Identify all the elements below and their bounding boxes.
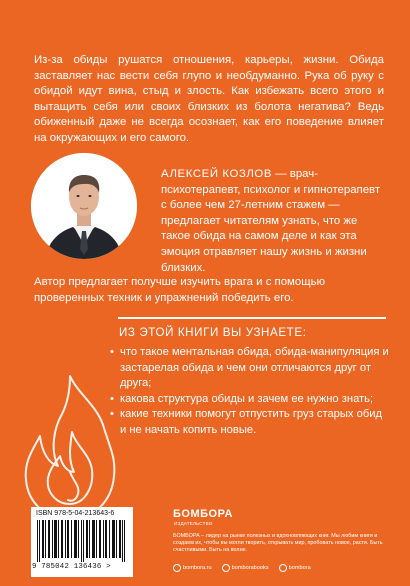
social-label: bomborabooks xyxy=(231,565,269,571)
author-name: АЛЕКСЕЙ КОЗЛОВ xyxy=(161,168,273,180)
learn-item: • какова структура обиды и зачем ее нужно знать; xyxy=(110,392,390,408)
barcode-digits: 9 785042 136436 > xyxy=(32,563,111,571)
social-icon xyxy=(279,564,287,572)
social-links xyxy=(173,564,311,572)
publisher-description: БОМБОРА – лидер на рынке полезных и вдохновляющих книг. Мы любим книги и создаем их, чтобы вы могли творить, открывать мир, пробовать новое, расти. Быть счастливыми. Быть на волне. xyxy=(173,533,383,553)
social-item[interactable] xyxy=(279,564,311,572)
learn-item: • что такое ментальная обида, обида-манипуляция и застарелая обида и чем они отличаются друг от друга; xyxy=(110,345,390,392)
author-bio: — врач-психотерапевт, психолог и гипнотерапевт с более чем 27-летним стажем — предлагает читателям узнать, что же такое обида на самом деле и как эта эмоция отравляет нашу жизнь и жизни близких. xyxy=(161,168,381,274)
offer-paragraph: Автор предлагает получше изучить врага и с помощью проверенных техник и упражнений победить его. xyxy=(34,276,326,304)
learn-heading: ИЗ ЭТОЙ КНИГИ ВЫ УЗНАЕТЕ: xyxy=(119,326,307,339)
author-photo xyxy=(31,153,137,259)
learn-list xyxy=(110,345,390,439)
social-item[interactable] xyxy=(222,564,269,572)
barcode-icon xyxy=(37,520,127,562)
social-label: bombora xyxy=(288,565,311,571)
globe-icon xyxy=(173,564,181,572)
learn-item: • какие техники помогут отпустить груз старых обид и не начать копить новые. xyxy=(110,407,390,438)
flame-icon xyxy=(20,372,122,524)
social-icon xyxy=(222,564,230,572)
author-description xyxy=(161,167,385,276)
intro-paragraph: Из-за обиды рушатся отношения, карьеры, жизни. Обида заставляет нас вести себя глупо и необдуманно. Рука об руку с обидой идут вина, стыд и злость. Как избежать всего этого и вытащить себя или своих близких из болота негатива? Ведь обиженный даже не всегда осознает, как его поведение влияет на окружающих и его самого. xyxy=(34,54,384,144)
social-label: bombora.ru xyxy=(183,565,212,571)
publisher-logo: БОМБОРА xyxy=(173,508,233,520)
isbn-label: ISBN 978-5-04-213643-6 xyxy=(36,510,115,517)
publisher-subtitle: ИЗДАТЕЛЬСТВО xyxy=(174,521,213,526)
barcode-panel xyxy=(31,507,133,577)
social-item[interactable] xyxy=(173,564,212,572)
section-divider xyxy=(118,317,386,319)
